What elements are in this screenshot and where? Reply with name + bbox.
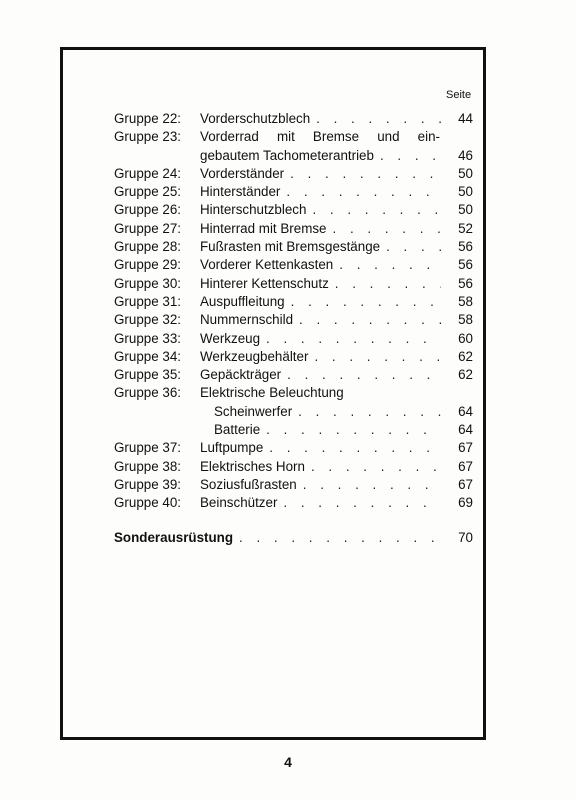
leader-dots [290,166,441,181]
toc-entry-page: 60 [458,330,473,346]
toc-entry [114,294,473,312]
leader-dots [303,477,441,492]
table-of-contents [114,111,473,514]
toc-entry-group: Gruppe 31: [114,293,181,309]
toc-entry-title: Beinschützer [200,495,278,511]
toc-entry-title [200,129,440,144]
leader-dots [386,239,441,254]
leader-dots [339,257,441,272]
toc-entry-group: Gruppe 25: [114,184,181,200]
toc-entry [114,367,473,385]
toc-entry-group: Gruppe 36: [114,385,181,401]
toc-entry [114,440,473,458]
toc-entry-page: 52 [458,220,473,236]
toc-entry-group: Gruppe 37: [114,440,181,456]
toc-entry [114,312,473,330]
toc-entry-group: Gruppe 34: [114,348,181,364]
toc-entry-page: 69 [458,495,473,511]
leader-dots [266,331,441,346]
leader-dots [298,404,441,419]
toc-entry [114,385,473,403]
toc-entry-title: Hinterrad mit Bremse [200,220,327,236]
toc-entry-group: Gruppe 27: [114,220,181,236]
toc-entry-title: Werkzeug [200,330,261,346]
toc-entry-group: Gruppe 33: [114,330,181,346]
toc-entry-group: Gruppe 28: [114,239,181,255]
toc-entry-group: Gruppe 24: [114,165,181,181]
toc-entry-title: Vorderer Kettenkasten [200,257,334,273]
toc-entry [114,477,473,495]
toc-entry-sonderausruestung [114,530,473,545]
leader-dots [314,349,441,364]
toc-entry-title: Luftpumpe [200,440,264,456]
leader-dots [287,367,441,382]
title-word: mit [276,129,295,145]
toc-entry-page: 56 [458,239,473,255]
toc-entry [114,422,473,440]
toc-entry-group: Gruppe 30: [114,275,181,291]
toc-entry [114,129,473,147]
leader-dots [266,422,441,437]
toc-entry-group: Gruppe 39: [114,476,181,492]
toc-entry-title: Soziusfußrasten [200,476,297,492]
leader-dots [291,294,441,309]
title-word: ein- [417,129,440,145]
leader-dots [283,495,441,510]
leader-dots [239,530,441,545]
leader-dots [316,111,441,126]
toc-entry-title: Auspuffleitung [200,293,285,309]
leader-dots [299,312,441,327]
toc-entry-page: 50 [458,184,473,200]
toc-entry-group: Gruppe 38: [114,458,181,474]
page-column-label: Seite [446,89,472,101]
toc-entry-page: 58 [458,293,473,309]
leader-dots [311,459,441,474]
toc-entry [114,495,473,513]
toc-entry [114,166,473,184]
toc-entry-title: Werkzeugbehälter [200,348,309,364]
toc-entry-page: 50 [458,202,473,218]
toc-entry-page: 46 [458,147,473,163]
leader-dots [333,221,442,236]
toc-entry [114,202,473,220]
toc-entry-group: Gruppe 35: [114,367,181,383]
toc-entry-group: Gruppe 29: [114,257,181,273]
toc-entry [114,349,473,367]
toc-entry-group: Gruppe 23: [114,129,181,145]
toc-entry-page: 64 [458,403,473,419]
toc-entry-title: Gepäckträger [200,367,282,383]
toc-entry [114,239,473,257]
title-word: Vorderrad [200,129,259,145]
toc-entry-page: 44 [458,111,473,126]
toc-entry [114,111,473,129]
toc-entry [114,276,473,294]
toc-entry [114,184,473,202]
toc-entry-page: 67 [458,476,473,492]
toc-entry-title: Hinterer Kettenschutz [200,275,329,291]
toc-entry-group: Gruppe 32: [114,312,181,328]
toc-entry-page: 56 [458,275,473,291]
leader-dots [286,184,441,199]
toc-entry-page: 58 [458,312,473,328]
toc-entry-title: Hinterständer [200,184,281,200]
toc-entry-page: 56 [458,257,473,273]
toc-entry-group: Gruppe 26: [114,202,181,218]
toc-entry-page: 50 [458,165,473,181]
toc-entry-title: Batterie [214,422,261,438]
toc-entry-page: 62 [458,367,473,383]
toc-entry-title: Vorderschutzblech [200,111,311,126]
toc-entry-page: 62 [458,348,473,364]
toc-entry-page: 64 [458,422,473,438]
toc-entry-page: 70 [458,530,473,545]
toc-entry [114,459,473,477]
page-number: 4 [284,754,292,770]
leader-dots [335,276,441,291]
leader-dots [380,148,441,163]
toc-entry-group: Gruppe 40: [114,495,181,511]
title-word: und [377,129,400,145]
toc-entry-title: Vorderständer [200,165,285,181]
toc-entry [114,404,473,422]
toc-entry-group: Gruppe 22: [114,111,181,126]
toc-entry [114,331,473,349]
toc-entry-title: Sonderausrüstung [114,530,234,545]
toc-entry-title: gebautem Tachometerantrieb [200,147,374,163]
title-word: Bremse [312,129,360,145]
toc-entry-title: Nummernschild [200,312,294,328]
toc-entry [114,221,473,239]
toc-entry-title: Elektrische Beleuchtung [200,385,344,401]
toc-entry-title: Scheinwerfer [214,403,293,419]
toc-entry [114,148,473,166]
toc-entry-page: 67 [458,440,473,456]
toc-entry-title: Fußrasten mit Bremsgestänge [200,239,381,255]
toc-entry-page: 67 [458,458,473,474]
toc-entry-title: Elektrisches Horn [200,458,305,474]
toc-entry [114,257,473,275]
toc-entry-title: Hinterschutzblech [200,202,307,218]
leader-dots [269,440,441,455]
leader-dots [312,202,441,217]
